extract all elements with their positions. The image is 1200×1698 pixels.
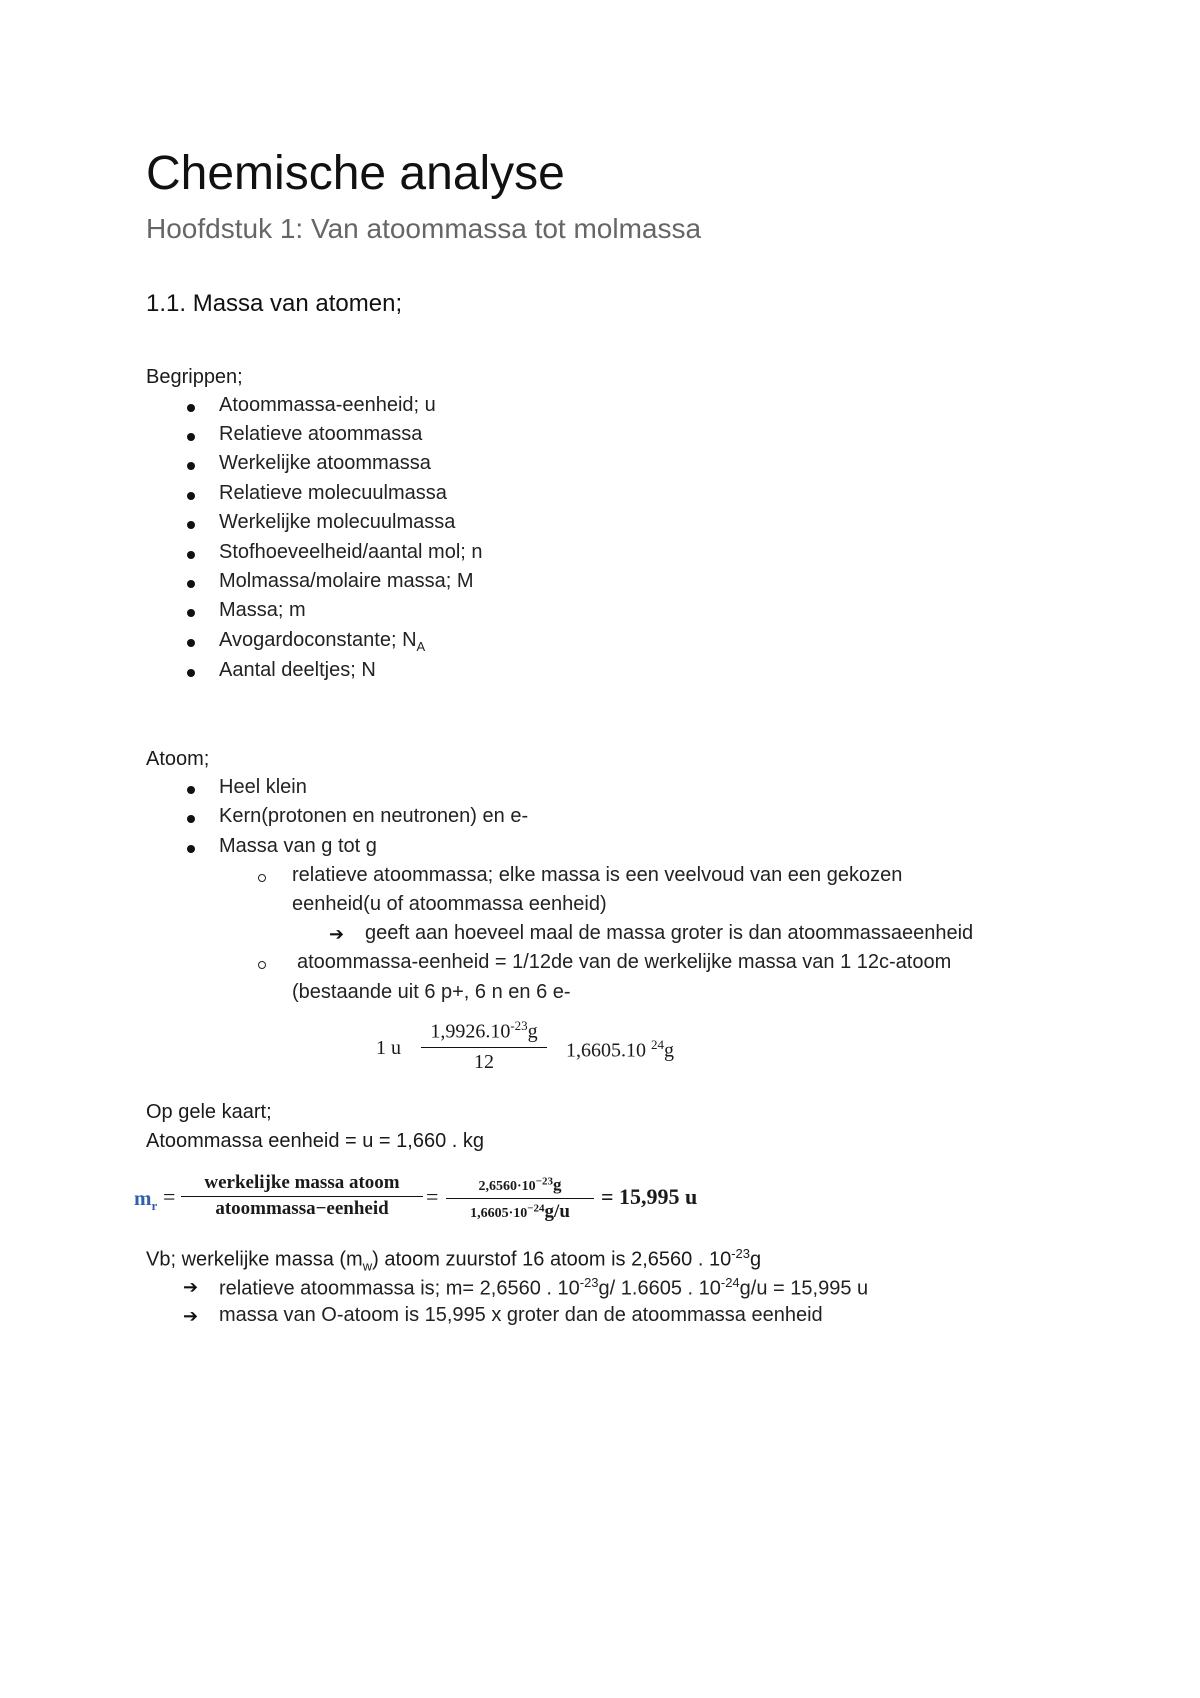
list-item: Relatieve atoommassa bbox=[219, 423, 423, 445]
formula2-den-value: 1,6605·10 bbox=[470, 1206, 528, 1221]
formula2-equals-2: = bbox=[426, 1184, 439, 1209]
formula1-rhs-unit: g bbox=[664, 1039, 674, 1062]
bullet-icon bbox=[187, 551, 195, 559]
sub-list-item: atoommassa-eenheid = 1/12de van de werkelijke massa van 1 12c-atoom bbox=[297, 951, 952, 973]
bullet-icon bbox=[187, 580, 195, 588]
sub-list-item-continued: eenheid(u of atoommassa eenheid) bbox=[292, 893, 607, 915]
formula2-numerator-numbers bbox=[446, 1175, 594, 1198]
formula2-num-unit: g bbox=[552, 1175, 562, 1194]
list-item: Atoommassa-eenheid; u bbox=[219, 394, 436, 416]
arrow-list-item bbox=[219, 1275, 868, 1301]
formula2-den-exponent: −24 bbox=[527, 1202, 545, 1215]
bullet-icon bbox=[187, 815, 195, 823]
example-line bbox=[146, 1246, 761, 1274]
formula1-denominator: 12 bbox=[421, 1047, 547, 1074]
formula1-numerator bbox=[421, 1018, 547, 1047]
sub-list-item-continued: (bestaande uit 6 p+, 6 n en 6 e- bbox=[292, 981, 571, 1003]
list-item: Heel klein bbox=[219, 776, 307, 798]
formula1-numerator-value: 1,9926.10 bbox=[430, 1020, 511, 1043]
formula2-lhs-subscript: r bbox=[151, 1198, 158, 1214]
atoom-label: Atoom; bbox=[146, 748, 210, 770]
sub-list-item: relatieve atoommassa; elke massa is een veelvoud van een gekozen bbox=[292, 864, 903, 886]
list-item-avogadro bbox=[219, 629, 425, 654]
formula1-rhs-value: 1,6605.10 bbox=[566, 1039, 646, 1062]
circle-bullet-icon bbox=[258, 961, 266, 969]
bullet-icon bbox=[187, 462, 195, 470]
arrow1-exponent-2: -24 bbox=[720, 1275, 740, 1290]
list-item: Massa van g tot g bbox=[219, 835, 377, 857]
formula1-rhs bbox=[566, 1037, 674, 1063]
formula1-fraction bbox=[421, 1018, 547, 1074]
circle-bullet-icon bbox=[258, 874, 266, 882]
bullet-icon bbox=[187, 609, 195, 617]
formula2-lhs bbox=[134, 1186, 157, 1214]
page-subtitle: Hoofdstuk 1: Van atoommassa tot molmassa bbox=[146, 213, 702, 244]
formula2-den-unit: g/u bbox=[544, 1201, 570, 1222]
list-item: Kern(protonen en neutronen) en e- bbox=[219, 805, 529, 827]
arrow1-text-b: g/ 1.6605 . 10 bbox=[598, 1277, 721, 1300]
formula2-num-value: 2,6560·10 bbox=[478, 1179, 536, 1194]
formula1-numerator-exponent: -23 bbox=[510, 1018, 528, 1033]
arrow-list-item: geeft aan hoeveel maal de massa groter is dan atoommassaeenheid bbox=[365, 922, 974, 944]
arrow-icon: ➔ bbox=[183, 1277, 199, 1297]
bullet-icon bbox=[187, 433, 195, 441]
gele-kaart-line: Atoommassa eenheid = u = 1,660 . kg bbox=[146, 1130, 484, 1152]
example-exponent: -23 bbox=[731, 1246, 750, 1261]
formula2-fraction-numbers bbox=[446, 1175, 594, 1223]
formula2-denominator-numbers bbox=[446, 1198, 594, 1223]
example-unit: g bbox=[750, 1248, 762, 1271]
formula2-equals-1: = bbox=[163, 1184, 176, 1209]
example-text-b: ) atoom zuurstof 16 atoom is 2,6560 . 10 bbox=[372, 1248, 732, 1271]
bullet-icon bbox=[187, 492, 195, 500]
formula2-result: = 15,995 u bbox=[601, 1184, 698, 1209]
formula1-numerator-unit: g bbox=[527, 1020, 538, 1043]
section-heading: 1.1. Massa van atomen; bbox=[146, 290, 403, 317]
bullet-icon bbox=[187, 845, 195, 853]
list-item: Werkelijke atoommassa bbox=[219, 452, 431, 474]
formula2-numerator-words: werkelijke massa atoom bbox=[204, 1172, 400, 1193]
arrow1-text-a: relatieve atoommassa is; m= 2,6560 . 10 bbox=[219, 1277, 580, 1300]
arrow-list-item: massa van O-atoom is 15,995 x groter dan de atoommassa eenheid bbox=[219, 1304, 823, 1326]
arrow-icon: ➔ bbox=[183, 1306, 199, 1326]
avogadro-text: Avogardoconstante; N bbox=[219, 629, 417, 651]
formula2-denominator-words: atoommassa−eenheid bbox=[181, 1196, 423, 1220]
list-item: Massa; m bbox=[219, 599, 306, 621]
list-item: Relatieve molecuulmassa bbox=[219, 482, 447, 504]
formula2-lhs-symbol: m bbox=[134, 1186, 152, 1210]
arrow1-exponent-1: -23 bbox=[579, 1275, 599, 1290]
formula2-fraction-words bbox=[181, 1172, 423, 1220]
formula1-rhs-exponent: 24 bbox=[651, 1037, 664, 1052]
begrippen-label: Begrippen; bbox=[146, 366, 243, 388]
bullet-icon bbox=[187, 786, 195, 794]
example-text-a: Vb; werkelijke massa (m bbox=[146, 1248, 363, 1271]
formula2-num-exponent: −23 bbox=[535, 1175, 553, 1188]
list-item: Molmassa/molaire massa; M bbox=[219, 570, 474, 592]
list-item: Aantal deeltjes; N bbox=[219, 659, 376, 681]
page-title: Chemische analyse bbox=[146, 147, 565, 200]
list-item: Stofhoeveelheid/aantal mol; n bbox=[219, 541, 483, 563]
bullet-icon bbox=[187, 669, 195, 677]
list-item: Werkelijke molecuulmassa bbox=[219, 511, 456, 533]
bullet-icon bbox=[187, 521, 195, 529]
bullet-icon bbox=[187, 639, 195, 647]
bullet-icon bbox=[187, 404, 195, 412]
arrow1-text-c: g/u = 15,995 u bbox=[739, 1277, 869, 1300]
gele-kaart-label: Op gele kaart; bbox=[146, 1101, 272, 1123]
avogadro-subscript: A bbox=[416, 639, 426, 654]
formula1-lhs: 1 u bbox=[376, 1037, 401, 1059]
example-subscript: w bbox=[362, 1258, 373, 1274]
arrow-icon: ➔ bbox=[329, 924, 345, 944]
